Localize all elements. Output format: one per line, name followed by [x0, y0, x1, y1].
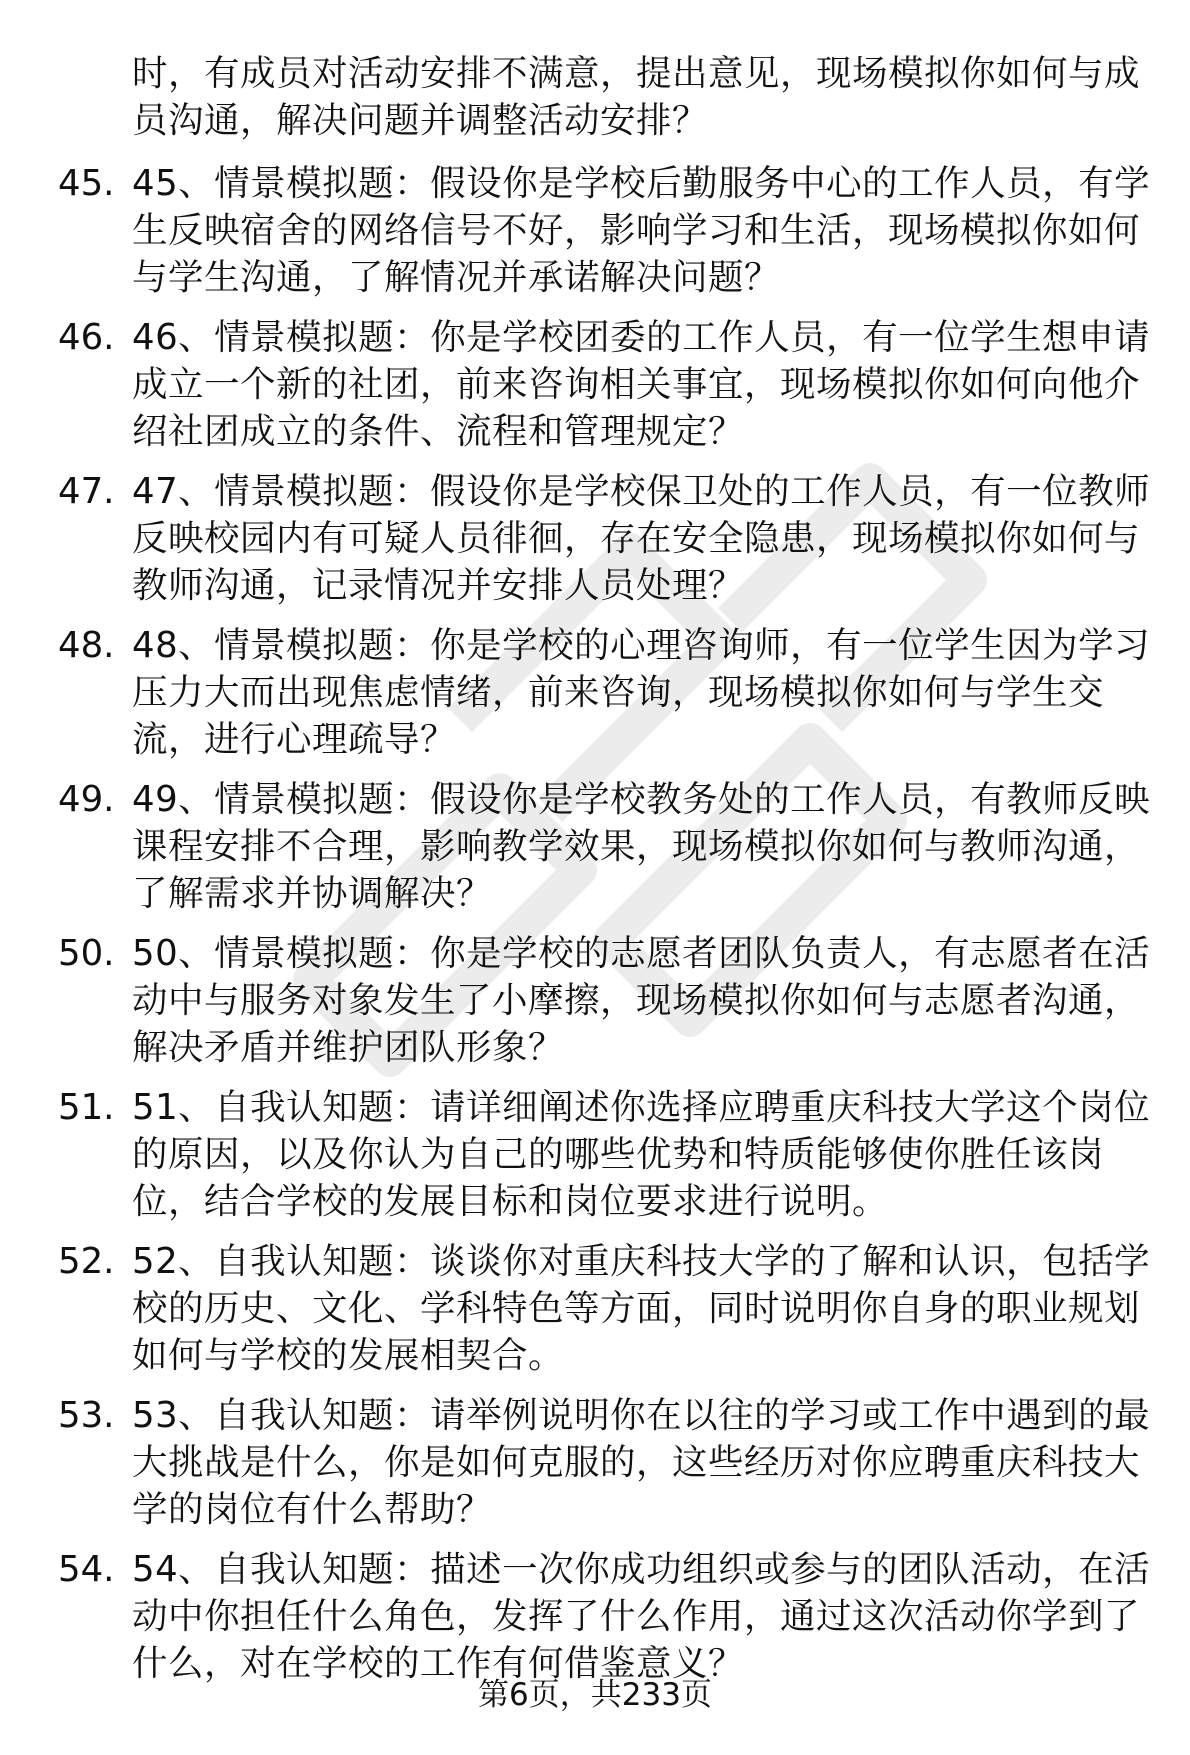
- question-text: 52、自我认知题：谈谈你对重庆科技大学的了解和认识，包括学校的历史、文化、学科特色等方面，同时说明你自身的职业规划如何与学校的发展相契合。: [132, 1241, 1151, 1376]
- page-footer: 第6页，共233页: [478, 1677, 712, 1713]
- question-text: 47、情景模拟题：假设你是学校保卫处的工作人员，有一位教师反映校园内有可疑人员徘徊，存在安全隐患，现场模拟你如何与教师沟通，记录情况并安排人员处理？: [132, 471, 1151, 606]
- question-text: 50、情景模拟题：你是学校的志愿者团队负责人，有志愿者在活动中与服务对象发生了小摩擦，现场模拟你如何与志愿者沟通，解决矛盾并维护团队形象？: [132, 933, 1151, 1068]
- item-number: 46.: [58, 317, 115, 358]
- list-item: [0, 314, 1190, 468]
- list-item: [0, 160, 1190, 314]
- list-item: [0, 776, 1190, 930]
- list-item: [0, 930, 1190, 1084]
- item-number: 50.: [58, 933, 115, 974]
- question-text: 45、情景模拟题：假设你是学校后勤服务中心的工作人员，有学生反映宿舍的网络信号不好，影响学习和生活，现场模拟你如何与学生沟通，了解情况并承诺解决问题？: [132, 163, 1151, 298]
- list-item: [0, 1392, 1190, 1546]
- question-list: [0, 160, 1190, 1700]
- question-text: 49、情景模拟题：假设你是学校教务处的工作人员，有教师反映课程安排不合理，影响教学效果，现场模拟你如何与教师沟通，了解需求并协调解决？: [132, 779, 1151, 914]
- list-item: [0, 468, 1190, 622]
- item-number: 54.: [58, 1549, 115, 1590]
- question-text: 51、自我认知题：请详细阐述你选择应聘重庆科技大学这个岗位的原因，以及你认为自己的哪些优势和特质能够使你胜任该岗位，结合学校的发展目标和岗位要求进行说明。: [132, 1087, 1151, 1222]
- item-number: 47.: [58, 471, 115, 512]
- list-item: [0, 1084, 1190, 1238]
- question-text: 48、情景模拟题：你是学校的心理咨询师，有一位学生因为学习压力大而出现焦虑情绪，前来咨询，现场模拟你如何与学生交流，进行心理疏导？: [132, 625, 1151, 760]
- item-number: 45.: [58, 163, 115, 204]
- item-number: 53.: [58, 1395, 115, 1436]
- list-item: [0, 622, 1190, 776]
- question-text: 53、自我认知题：请举例说明你在以往的学习或工作中遇到的最大挑战是什么，你是如何克服的，这些经历对你应聘重庆科技大学的岗位有什么帮助？: [132, 1395, 1151, 1530]
- continuation-paragraph: 时，有成员对活动安排不满意，提出意见，现场模拟你如何与成员沟通，解决问题并调整活动安排？: [132, 53, 1141, 141]
- item-number: 48.: [58, 625, 115, 666]
- list-item: [0, 1238, 1190, 1392]
- question-text: 54、自我认知题：描述一次你成功组织或参与的团队活动，在活动中你担任什么角色，发挥了什么作用，通过这次活动你学到了什么，对在学校的工作有何借鉴意义？: [132, 1549, 1151, 1684]
- item-number: 49.: [58, 779, 115, 820]
- item-number: 52.: [58, 1241, 115, 1282]
- item-number: 51.: [58, 1087, 115, 1128]
- question-text: 46、情景模拟题：你是学校团委的工作人员，有一位学生想申请成立一个新的社团，前来咨询相关事宜，现场模拟你如何向他介绍社团成立的条件、流程和管理规定？: [132, 317, 1151, 452]
